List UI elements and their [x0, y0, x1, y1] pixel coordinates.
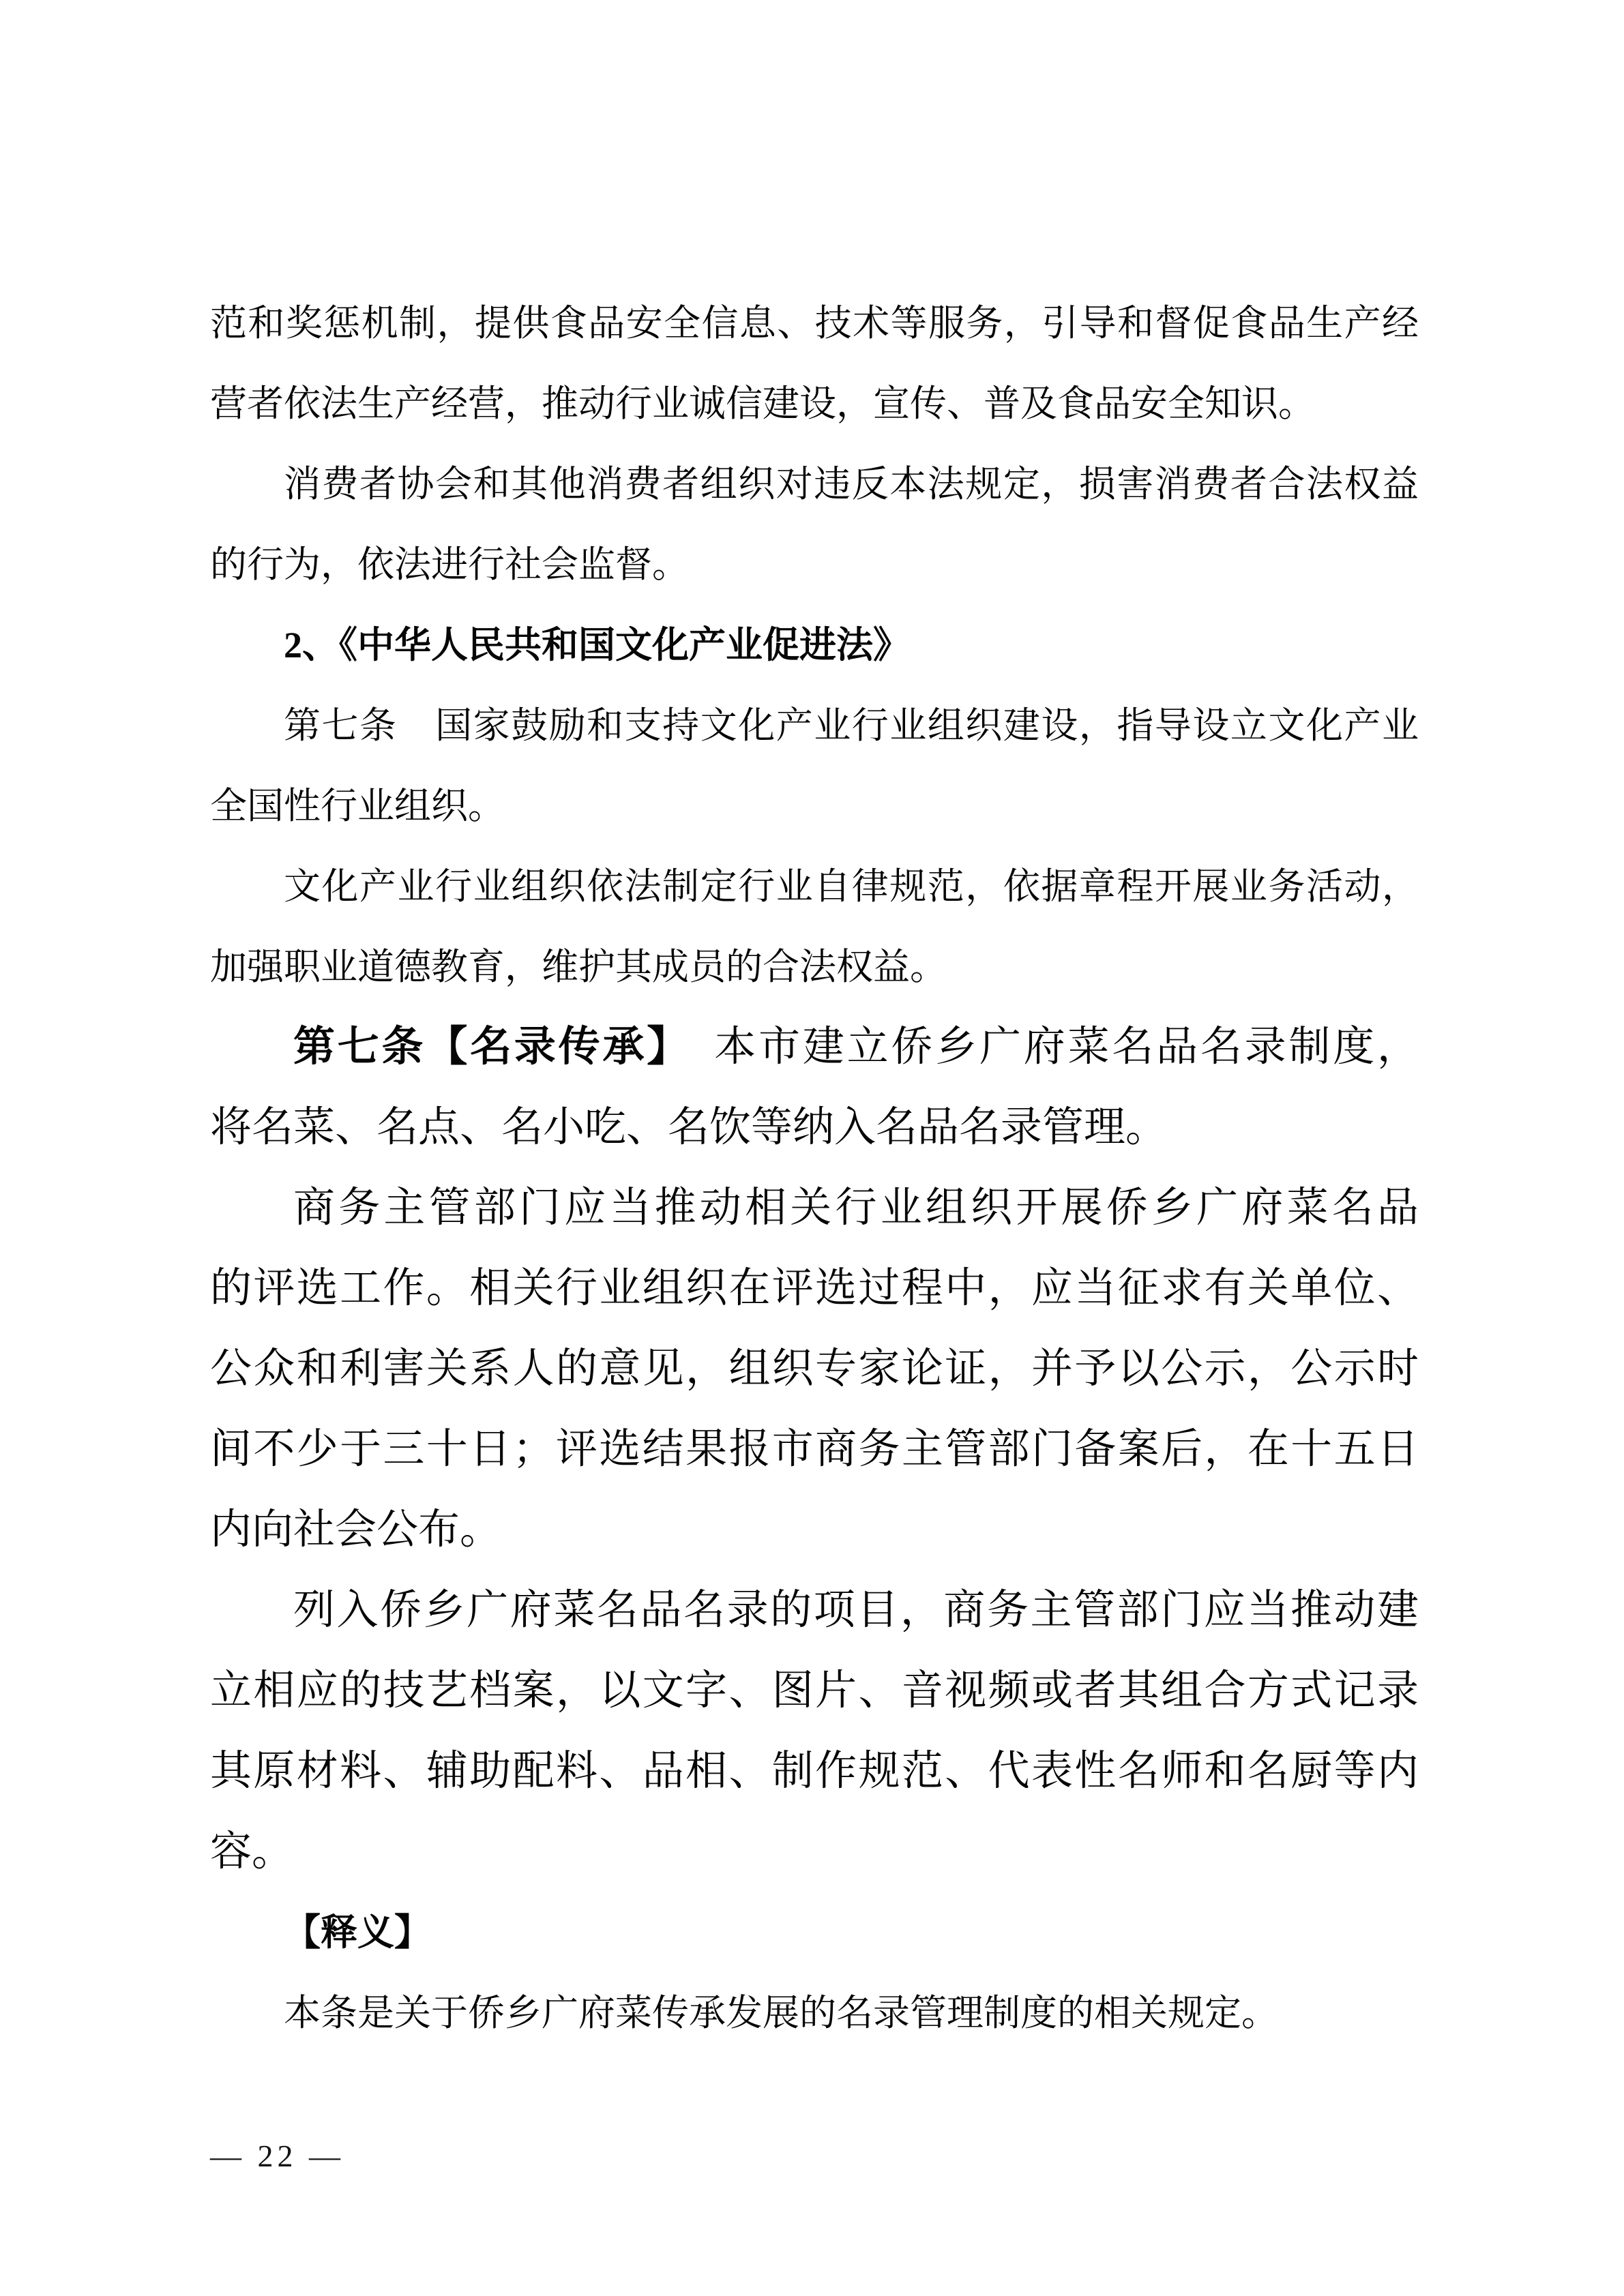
heading-text: 2、《中华人民共和国文化产业促进法》	[284, 625, 910, 666]
text-segment: 内向社会公布。	[210, 1507, 502, 1553]
page-number: — 22 —	[210, 2138, 344, 2173]
text-segment: 公众和利害关系人的意见，组织专家论证，并予以公示，公示时	[210, 1346, 1419, 1392]
text-segment: 营者依法生产经营，推动行业诚信建设，宣传、普及食品安全知识。	[210, 383, 1315, 424]
law2-article7-line-4	[210, 927, 1419, 1007]
law2-article7-line-1	[210, 685, 1419, 766]
article7-para2-line-5	[210, 1490, 1419, 1570]
article7-para2-line-4	[210, 1410, 1419, 1490]
text-segment: 立相应的技艺档案，以文字、图片、音视频或者其组合方式记录	[210, 1668, 1419, 1714]
text-segment: 消费者协会和其他消费者组织对违反本法规定，损害消费者合法权益	[284, 464, 1419, 505]
text-segment: 全国性行业组织。	[210, 786, 505, 826]
article7-title-line	[210, 1007, 1419, 1088]
heading-text: 【释义】	[284, 1912, 431, 1953]
text-segment: 的评选工作。相关行业组织在评选过程中，应当征求有关单位、	[210, 1266, 1419, 1311]
law2-article7-line-2	[210, 766, 1419, 846]
article7-para3-line-4	[210, 1812, 1419, 1892]
text-segment: 将名菜、名点、名小吃、名饮等纳入名品名录管理。	[210, 1105, 1168, 1150]
law2-article7-line-3	[210, 846, 1419, 927]
law2-heading	[210, 605, 1419, 685]
text-segment: 本条是关于侨乡广府菜传承发展的名录管理制度的相关规定。	[284, 1993, 1278, 2033]
article7-para3-line-3	[210, 1731, 1419, 1812]
shiyi-para-line-1	[210, 1973, 1419, 2053]
text-segment: 列入侨乡广府菜名品名录的项目，商务主管部门应当推动建	[293, 1587, 1419, 1633]
text-segment: 的行为，依法进行社会监督。	[210, 544, 689, 585]
law1-excerpt-line-2	[210, 363, 1419, 444]
law1-excerpt-line-1	[210, 283, 1419, 363]
article7-para3-line-1	[210, 1570, 1419, 1651]
text-segment: 间不少于三十日；评选结果报市商务主管部门备案后，在十五日	[210, 1427, 1419, 1472]
text-segment: 范和奖惩机制，提供食品安全信息、技术等服务，引导和督促食品生产经	[210, 303, 1419, 344]
text-segment: 第七条 国家鼓励和支持文化产业行业组织建设，指导设立文化产业	[284, 705, 1419, 746]
text-segment: 商务主管部门应当推动相关行业组织开展侨乡广府菜名品	[293, 1185, 1419, 1231]
law1-excerpt-line-3	[210, 444, 1419, 524]
text-segment: 容。	[210, 1829, 294, 1875]
text-segment: 文化产业行业组织依法制定行业自律规范，依据章程开展业务活动，	[284, 866, 1419, 907]
shiyi-heading	[210, 1892, 1419, 1973]
article7-para2-line-2	[210, 1249, 1419, 1329]
text-segment: 本市建立侨乡广府菜名品名录制度，	[670, 1024, 1419, 1070]
article7-para1-line-2	[210, 1088, 1419, 1168]
law1-excerpt-line-4	[210, 524, 1419, 605]
text-segment: 加强职业道德教育，维护其成员的合法权益。	[210, 946, 947, 987]
article7-title: 第七条【名录传承】	[293, 1024, 670, 1070]
article7-para2-line-3	[210, 1329, 1419, 1410]
article7-para2-line-1	[210, 1168, 1419, 1249]
document-body	[210, 283, 1419, 2053]
article7-para3-line-2	[210, 1651, 1419, 1731]
text-segment: 其原材料、辅助配料、品相、制作规范、代表性名师和名厨等内	[210, 1748, 1419, 1794]
